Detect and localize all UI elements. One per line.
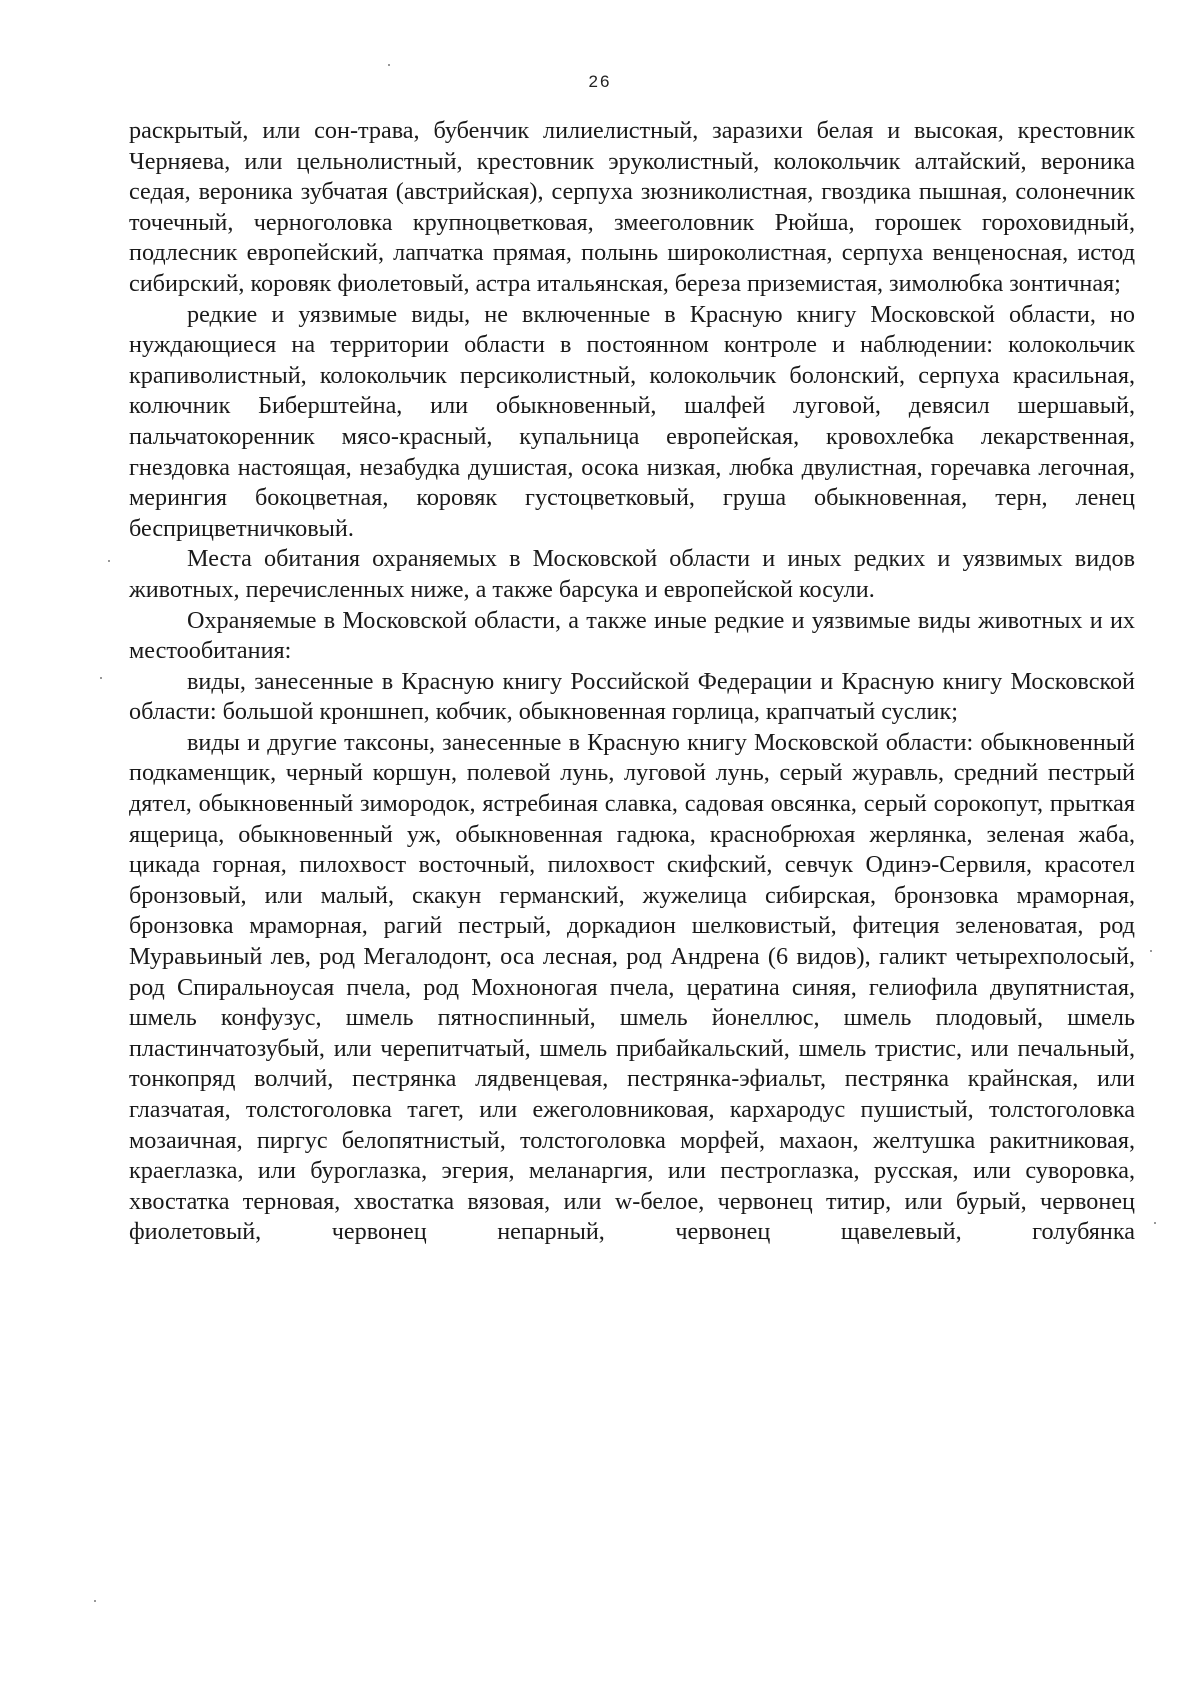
- paragraph-animal-habitats: Места обитания охраняемых в Московской области и иных редких и уязвимых видов животных, перечисленных ниже, а также барсука и европейской косули.: [129, 545, 1135, 603]
- page-number: 26: [588, 72, 612, 91]
- paragraph-plants-list-continued: раскрытый, или сон-трава, бубенчик лилиелистный, заразихи белая и высокая, крестовник Черняева, или цельнолистный, крестовник эруколистный, колокольчик алтайский, вероника седая, вероника зубчатая (австрийская), серпуха зюзниколистная, гвоздика пышная, солонечник точечный, черноголовка крупноцветковая, змееголовник Рюйша, горошек гороховидный, подлесник европейский, лапчатка прямая, полынь широколистная, серпуха венценосная, истод сибирский, коровяк фиолетовый, астра итальянская, береза приземистая, зимолюбка зонтичная;: [129, 117, 1135, 297]
- paragraph-protected-animals-heading: Охраняемые в Московской области, а также иные редкие и уязвимые виды животных и их местообитания:: [129, 606, 1135, 665]
- document-body: [129, 116, 1135, 1248]
- paragraph-rare-vulnerable-plants: редкие и уязвимые виды, не включенные в Красную книгу Московской области, но нуждающиеся на территории области в постоянном контроле и наблюдении: колокольчик крапиволистный, колокольчик персиколистный, колокольчик болонский, серпуха красильная, колючник Биберштейна, или обыкновенный, шалфей луговой, девясил шершавый, пальчатокоренник мясо-красный, купальница европейская, кровохлебка лекарственная, гнездовка настоящая, незабудка душистая, осока низкая, любка двулистная, горечавка легочная, мерингия бокоцветная, коровяк густоцветковый, груша обыкновенная, терн, ленец бесприцветничковый.: [129, 300, 1135, 542]
- scan-speck: [388, 64, 390, 66]
- scan-speck: [100, 677, 102, 679]
- scan-speck: [1154, 1222, 1156, 1224]
- scan-speck: [108, 560, 110, 562]
- paragraph-red-book-rf-species: виды, занесенные в Красную книгу Российской Федерации и Красную книгу Московской области: большой кроншнеп, кобчик, обыкновенная горлица, крапчатый суслик;: [129, 667, 1135, 726]
- scan-speck: [1150, 950, 1152, 952]
- paragraph-red-book-moscow-species: виды и другие таксоны, занесенные в Красную книгу Московской области: обыкновенный подкаменщик, черный коршун, полевой лунь, луговой лунь, серый журавль, средний пестрый дятел, обыкновенный зимородок, ястребиная славка, садовая овсянка, серый сорокопут, прыткая ящерица, обыкновенный уж, обыкновенная гадюка, краснобрюхая жерлянка, зеленая жаба, цикада горная, пилохвост восточный, пилохвост скифский, севчук Одинэ-Сервиля, красотел бронзовый, или малый, скакун германский, жужелица сибирская, бронзовка мраморная, бронзовка мраморная, рагий пестрый, доркадион шелковистый, фитеция зеленоватая, род Муравьиный лев, род Мегалодонт, оса лесная, род Андрена (6 видов), галикт четырехполосый, род Спиральноусая пчела, род Мохноногая пчела, цератина синяя, гелиофила двупятнистая, шмель конфузус, шмель пятноспинный, шмель йонеллюс, шмель плодовый, шмель пластинчатозубый, или черепитчатый, шмель прибайкальский, шмель тристис, или печальный, тонкопряд волчий, пестрянка лядвенцевая, пестрянка-эфиальт, пестрянка крайнская, или глазчатая, толстоголовка тагет, или ежеголовниковая, кархародус пушистый, толстоголовка мозаичная, пиргус белопятнистый, толстоголовка морфей, махаон, желтушка ракитниковая, краеглазка, или буроглазка, эгерия, меланаргия, или пестроглазка, русская, или суворовка, хвостатка терновая, хвостатка вязовая, или w-белое, червонец титир, или бурый, червонец фиолетовый, червонец непарный, червонец щавелевый, голубянка: [129, 728, 1135, 1246]
- scan-speck: [94, 1600, 96, 1602]
